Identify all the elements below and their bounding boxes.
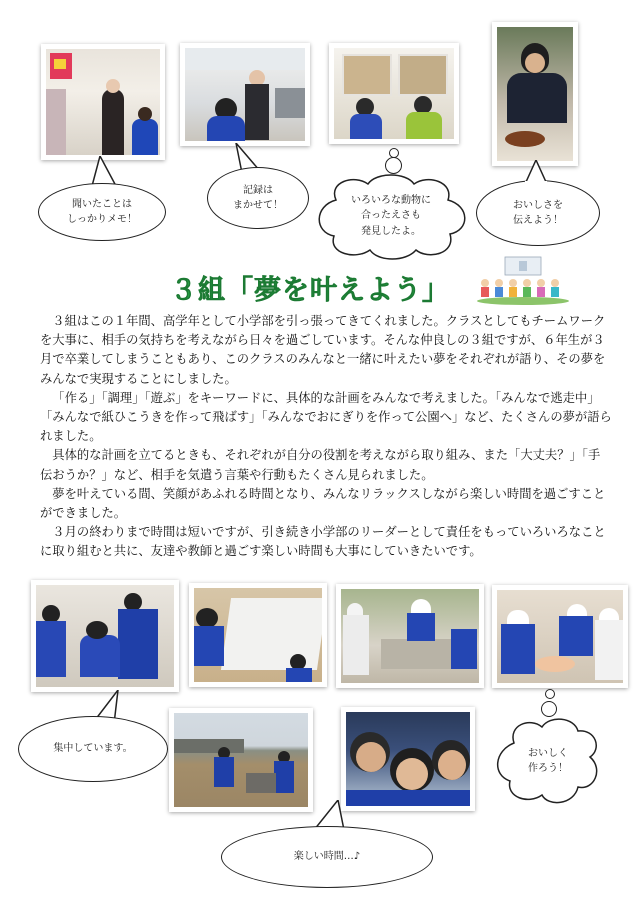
article-body — [40, 312, 612, 562]
photo-classroom-focus — [31, 580, 179, 692]
photo-selfie — [341, 707, 475, 811]
caption-bubble-focus — [18, 716, 168, 782]
photo-cooking-1 — [336, 584, 484, 688]
photo-paper-planes — [189, 583, 327, 687]
photo-store-notes — [41, 44, 165, 160]
children-illustration — [475, 255, 571, 305]
paragraph: 「作る」「調理」「遊ぶ」をキーワードに、具体的な計画をみんなで考えました。「みんなで逃走中」「みんなで紙ひこうきを作って飛ばす」「みんなでおにぎりを作って公園へ」など、たくさんの夢が語られました。 — [40, 390, 612, 444]
caption-text: 聞いたことは しっかりメモ！ — [67, 198, 137, 225]
bubble-tail — [520, 160, 550, 184]
caption-bubble-memo — [38, 183, 166, 241]
caption-text: 楽しい時間…♪ — [293, 851, 361, 863]
paragraph: ３月の終わりまで時間は短いですが、引き続き小学部のリーダーとして責任をもっていろいろなことに取り組むと共に、友達や教師と過ごす楽しい時間も大事にしていきたいです。 — [40, 525, 606, 559]
photo-park-play — [169, 708, 313, 812]
photo-cooking-2 — [492, 585, 628, 688]
caption-text: 記録は まかせて！ — [233, 184, 283, 211]
photo-store-staff — [180, 43, 310, 146]
paragraph: 夢を叶えている間、笑顔があふれる時間となり、みんなリラックスしながら楽しい時間を過ごすことができました。 — [40, 486, 606, 521]
thought-dot — [545, 689, 555, 699]
paragraph: ３組はこの１年間、高学年として小学部を引っ張ってきてくれました。クラスとしてもチームワークを大事に、相手の気持ちを考えながら日々を過ごしています。そんな仲良しの３組ですが、６年生が３月で卒業してしまうこともあり、このクラスのみんなと一緒に叶えたい夢をそれぞれが語り、その夢をみんなで実現することにしました。 — [40, 314, 606, 386]
paragraph: 具体的な計画を立てるときも、それぞれが自分の役割を考えながら取り組み、また「大丈夫？」「手伝おうか？」など、相手を気遣う言葉や行動もたくさん見られました。 — [40, 448, 601, 482]
caption-bubble-record — [207, 167, 309, 229]
caption-text: おいしく 作ろう！ — [528, 747, 568, 774]
caption-bubble-taste — [476, 180, 600, 246]
caption-text: いろいろな動物に 合ったえさも 発見したよ。 — [351, 194, 431, 237]
photo-pet-shop — [329, 43, 459, 144]
photo-tasting — [492, 22, 578, 166]
caption-bubble-fun — [221, 826, 433, 888]
caption-text: 集中しています。 — [53, 743, 133, 755]
caption-cloud-animals — [306, 170, 476, 262]
caption-cloud-cook — [490, 713, 606, 809]
caption-text: おいしさを 伝えよう！ — [513, 199, 563, 226]
page-title: ３組「夢を叶えよう」 — [170, 275, 450, 306]
